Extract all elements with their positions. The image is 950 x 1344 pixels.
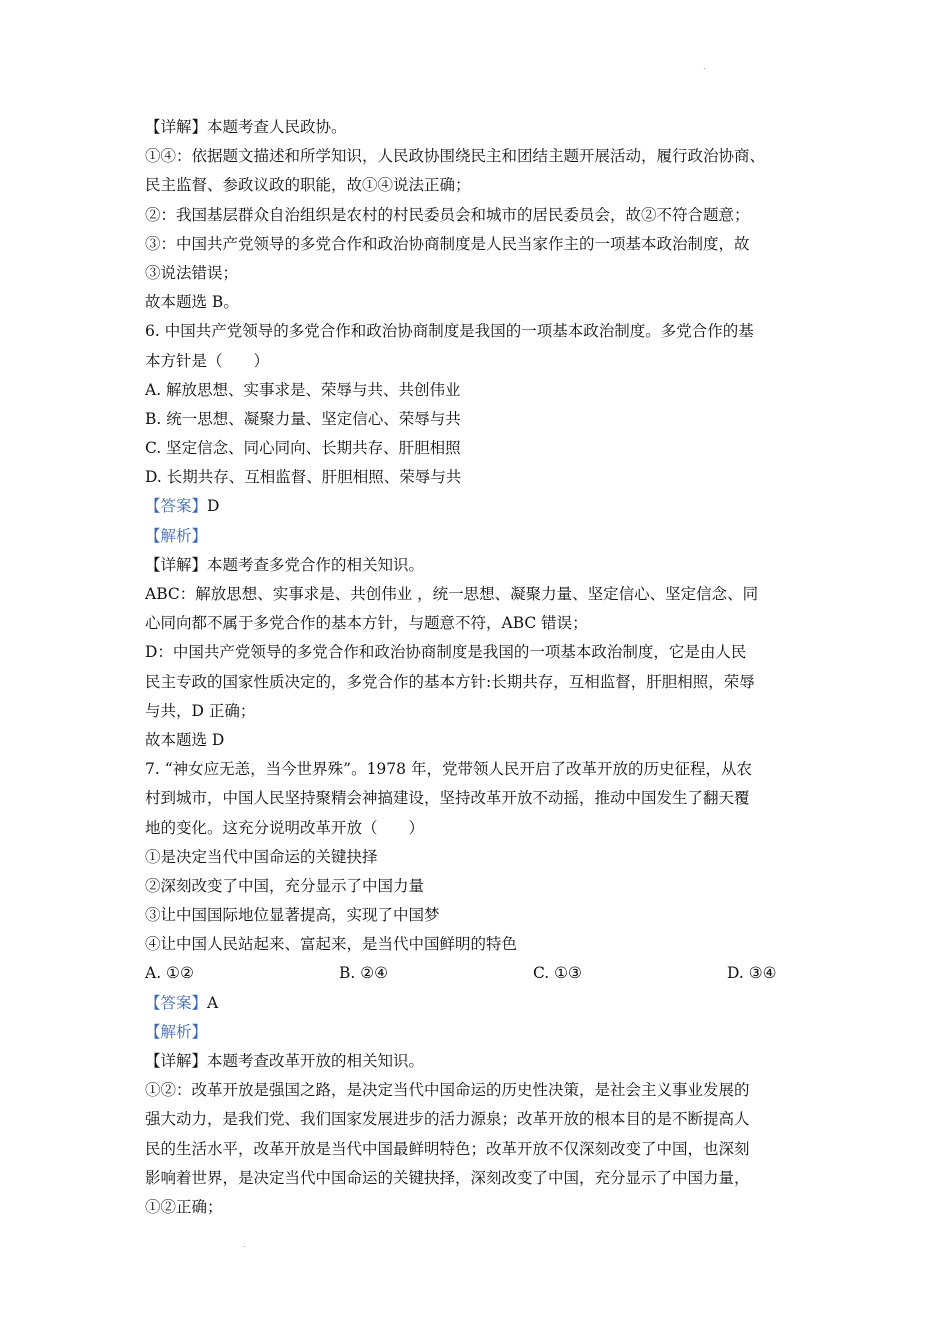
q6-answer (145, 492, 810, 521)
q6-option-d: D. 长期共存、互相监督、肝胆相照、荣辱与共 (145, 468, 462, 487)
q7-options (145, 959, 810, 988)
q5-detail-line: ②：我国基层群众自治组织是农村的村民委员会和城市的居民委员会，故②不符合题意； (145, 205, 750, 224)
q6-analysis-tag (145, 522, 810, 551)
q6-stem: 6. 中国共产党领导的多党合作和政治协商制度是我国的一项基本政治制度。多党合作的基 (145, 322, 754, 341)
answer-value: A (207, 993, 219, 1012)
q6-detail-line: 心同向都不属于多党合作的基本方针，与题意不符，ABC 错误； (145, 614, 588, 633)
q7-detail-line: ①②正确； (145, 1197, 223, 1216)
q7-detail-line: 强大动力，是我们党、我们国家发展进步的活力源泉；改革开放的根本目的是不断提高人 (145, 1110, 750, 1129)
document-body (145, 113, 810, 1222)
q5-detail-heading: 【详解】本题考查人民政协。 (145, 118, 347, 136)
q5-detail-line: ③说法错误； (145, 263, 239, 282)
q6-option-c: C. 坚定信念、同心同向、长期共存、肝胆相照 (145, 439, 461, 458)
q5-detail-line: ①④：依据题文描述和所学知识，人民政协围绕民主和团结主题开展活动，履行政治协商、 (145, 147, 766, 166)
q7-statement-3: ③让中国国际地位显著提高，实现了中国梦 (145, 906, 440, 925)
scan-mark-bottom: . (243, 1240, 246, 1249)
q7-detail-heading: 【详解】本题考查改革开放的相关知识。 (145, 1052, 425, 1070)
q7-option-a: A. ①② (145, 964, 194, 983)
answer-value: D (207, 497, 220, 516)
q5-detail-line: 民主监督、参政议政的职能，故①④说法正确； (145, 176, 471, 195)
q6-detail-line: ABC：解放思想、实事求是、共创伟业 ，统一思想、凝聚力量、坚定信心、坚定信念、同 (145, 585, 759, 603)
analysis-tag: 【解析】 (145, 526, 208, 545)
q7-stem: 7. “神女应无恙，当今世界殊”。1978 年，党带领人民开启了改革开放的历史征程，从农 (145, 760, 752, 779)
q5-conclusion: 故本题选 B。 (145, 293, 239, 312)
q7-statement-2: ②深刻改变了中国，充分显示了中国力量 (145, 876, 425, 895)
q6-conclusion: 故本题选 D (145, 730, 225, 749)
q6-option-a: A. 解放思想、实事求是、荣辱与共、共创伟业 (145, 380, 461, 399)
q6-detail-line: D：中国共产党领导的多党合作和政治协商制度是我国的一项基本政治制度，它是由人民 (145, 643, 747, 662)
q7-statement-4: ④让中国人民站起来、富起来，是当代中国鲜明的特色 (145, 935, 518, 954)
q6-detail-line: 民主专政的国家性质决定的，多党合作的基本方针:长期共存，互相监督，肝胆相照，荣辱 (145, 672, 755, 691)
analysis-tag: 【解析】 (145, 1022, 208, 1041)
q7-answer (145, 989, 810, 1018)
scan-mark-top: . (703, 62, 706, 71)
q6-detail-line: 与共，D 正确； (145, 701, 256, 720)
q7-detail-line: 影响着世界，是决定当代中国命运的关键抉择，深刻改变了中国，充分显示了中国力量， (145, 1168, 750, 1187)
q7-detail-line: 民的生活水平，改革开放是当代中国最鲜明特色；改革开放不仅深刻改变了中国，也深刻 (145, 1139, 750, 1158)
q7-option-d: D. ③④ (727, 964, 777, 983)
q7-analysis-tag (145, 1018, 810, 1047)
q7-option-c: C. ①③ (533, 964, 582, 983)
answer-tag: 【答案】 (145, 497, 208, 516)
q7-stem: 地的变化。这充分说明改革开放（ ） (145, 818, 425, 837)
q7-stem: 村到城市，中国人民坚持聚精会神搞建设，坚持改革开放不动摇，推动中国发生了翻天覆 (145, 789, 750, 808)
q7-detail-line: ①②：改革开放是强国之路，是决定当代中国命运的历史性决策，是社会主义事业发展的 (145, 1081, 750, 1100)
q6-option-b: B. 统一思想、凝聚力量、坚定信心、荣辱与共 (145, 409, 461, 428)
q7-option-b: B. ②④ (339, 964, 389, 983)
q6-detail-heading: 【详解】本题考查多党合作的相关知识。 (145, 555, 425, 574)
q5-detail-line: ③：中国共产党领导的多党合作和政治协商制度是人民当家作主的一项基本政治制度，故 (145, 234, 750, 253)
q6-stem: 本方针是（ ） (145, 351, 270, 370)
q7-statement-1: ①是决定当代中国命运的关键抉择 (145, 847, 378, 866)
answer-tag: 【答案】 (145, 993, 208, 1012)
